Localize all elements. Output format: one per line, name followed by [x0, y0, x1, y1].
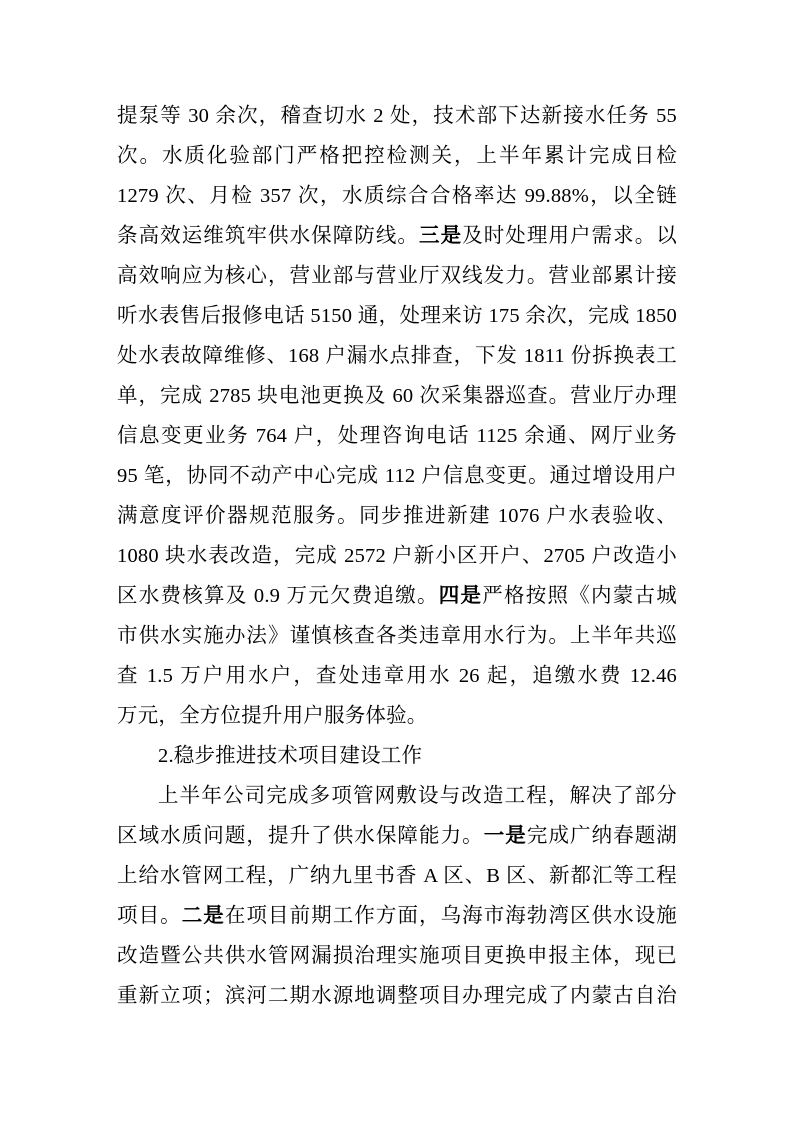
text-run: 处水表故障维修、168 户漏水点排查，下发 1811 份拆换表工: [117, 345, 677, 367]
text-line: [117, 736, 677, 776]
text-run: 及时处理用户需求。以: [462, 225, 677, 247]
text-run: 完成广纳春题湖: [526, 825, 677, 847]
emphasis-run: 一是: [483, 825, 527, 847]
text-run: 市供水实施办法》谨慎核查各类违章用水行为。上半年共巡: [117, 625, 677, 647]
emphasis-run: 二是: [181, 905, 225, 927]
text-run: 区水费核算及 0.9 万元欠费追缴。: [117, 585, 439, 607]
document-body: [117, 96, 677, 1016]
text-line: [117, 376, 677, 416]
paragraph-projects: [117, 776, 677, 1016]
text-run: 项目。: [117, 905, 182, 927]
paragraph-operations-continued: [117, 96, 677, 736]
text-run: 万元，全方位提升用户服务体验。: [117, 705, 428, 727]
text-line: [117, 976, 677, 1016]
emphasis-run: 四是: [438, 585, 483, 607]
text-run: 高效响应为核心，营业部与营业厅双线发力。营业部累计接: [117, 265, 677, 287]
text-run: 严格按照《内蒙古城: [482, 585, 677, 607]
paragraph-heading-2: [117, 736, 677, 776]
emphasis-run: 三是: [419, 225, 463, 247]
text-run: 上给水管网工程，广纳九里书香 A 区、B 区、新都汇等工程: [117, 865, 677, 887]
text-line: [117, 816, 677, 856]
text-line: [117, 416, 677, 456]
text-run: 95 笔，协同不动产中心完成 112 户信息变更。通过增设用户: [117, 465, 677, 487]
text-run: 改造暨公共供水管网漏损治理实施项目更换申报主体，现已: [117, 945, 677, 967]
text-run: 上半年公司完成多项管网敷设与改造工程，解决了部分: [158, 785, 677, 807]
text-line: [117, 256, 677, 296]
text-line: [117, 536, 677, 576]
text-run: 重新立项；滨河二期水源地调整项目办理完成了内蒙古自治: [117, 985, 677, 1007]
text-line: [117, 856, 677, 896]
text-run: 提泵等 30 余次，稽查切水 2 处，技术部下达新接水任务 55: [117, 105, 677, 127]
text-run: 在项目前期工作方面，乌海市海勃湾区供水设施: [224, 905, 677, 927]
text-line: [117, 456, 677, 496]
text-line: [117, 696, 677, 736]
text-line: [117, 896, 677, 936]
text-line: [117, 336, 677, 376]
text-line: [117, 296, 677, 336]
text-run: 2.稳步推进技术项目建设工作: [158, 745, 423, 767]
text-line: [117, 936, 677, 976]
text-line: [117, 216, 677, 256]
text-run: 条高效运维筑牢供水保障防线。: [117, 225, 419, 247]
text-run: 听水表售后报修电话 5150 通，处理来访 175 余次，完成 1850: [117, 305, 677, 327]
text-line: [117, 776, 677, 816]
text-run: 查 1.5 万户用水户，查处违章用水 26 起，追缴水费 12.46: [117, 665, 677, 687]
text-run: 1279 次、月检 357 次，水质综合合格率达 99.88%，以全链: [117, 185, 677, 207]
text-run: 单，完成 2785 块电池更换及 60 次采集器巡查。营业厅办理: [117, 385, 677, 407]
text-line: [117, 496, 677, 536]
text-run: 1080 块水表改造，完成 2572 户新小区开户、2705 户改造小: [117, 545, 677, 567]
text-line: [117, 656, 677, 696]
text-run: 次。水质化验部门严格把控检测关，上半年累计完成日检: [117, 145, 677, 167]
text-line: [117, 576, 677, 616]
text-run: 满意度评价器规范服务。同步推进新建 1076 户水表验收、: [117, 505, 677, 527]
text-line: [117, 96, 677, 136]
text-line: [117, 616, 677, 656]
text-line: [117, 176, 677, 216]
text-run: 区域水质问题，提升了供水保障能力。: [117, 825, 484, 847]
text-run: 信息变更业务 764 户，处理咨询电话 1125 余通、网厅业务: [117, 425, 677, 447]
text-line: [117, 136, 677, 176]
